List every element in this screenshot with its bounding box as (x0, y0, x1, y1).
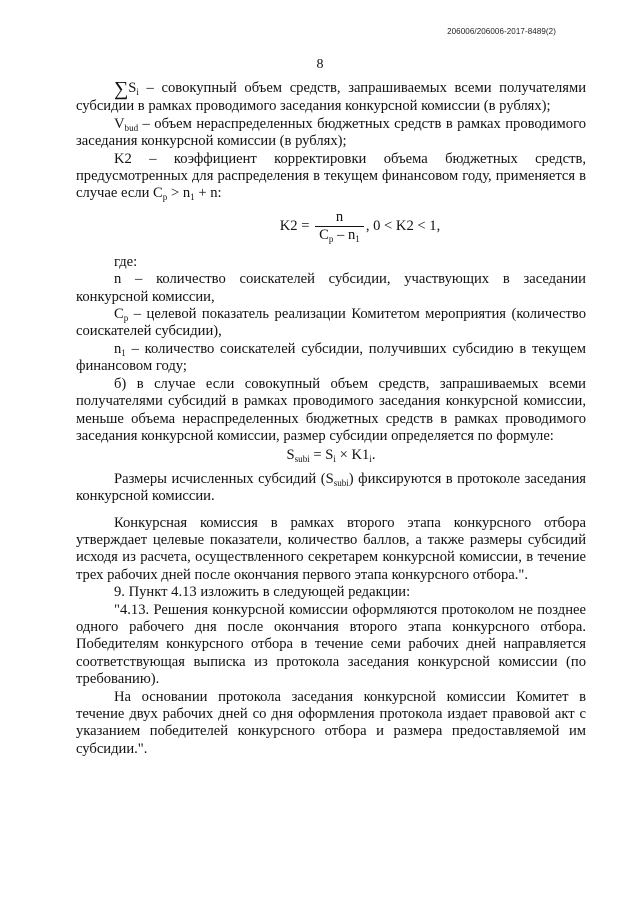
document-id: 206006/206006-2017-8489(2) (447, 27, 556, 36)
n1-definition-text: – количество соискателей субсидии, получивших субсидию в текущем финансовом году; (76, 340, 586, 375)
paragraph-where: где: (114, 253, 138, 270)
k2-text-part-3: + n: (194, 185, 222, 202)
k2-text-part-1: K2 – коэффициент корректировки объема бюджетных средств, предусмотренных для распределения в текущем финансовом году, применяется в случае если C (76, 150, 586, 202)
formula-k2-den-a-sub: p (328, 234, 334, 244)
formula-ssub-c: × K1 (335, 447, 370, 464)
paragraph-sum-definition (76, 80, 586, 116)
paragraph-n-definition: n – количество соискателей субсидии, участвующих в заседании конкурсной комиссии, (76, 271, 586, 305)
formula-k2-den-a: C (319, 226, 329, 243)
paragraph-k2-definition (76, 151, 586, 203)
sum-variable: S (128, 80, 137, 96)
document-body (76, 80, 586, 758)
k2-text-part-2: > n (167, 185, 191, 202)
paragraph-gap (76, 506, 586, 515)
formula-k2-den-b: – n (333, 226, 356, 243)
cp-definition-text: – целевой показатель реализации Комитетом мероприятия (количество соискателей субсидии), (76, 306, 586, 340)
sizes-text-part-1: Размеры исчисленных субсидий (S (114, 470, 334, 487)
paragraph-case-b: б) в случае если совокупный объем средств, запрашиваемых всеми получателями субсидий в рамках проводимого заседания конкурсной комиссии, меньше объема нераспределенных бюджетных средств в рамках проводимого заседания конкурсной комиссии, размер субсидии определяется по формуле: (76, 375, 586, 444)
k2-text-sub-1: 1 (190, 192, 195, 203)
paragraph-vbud-definition (76, 116, 586, 151)
n1-variable: n (114, 340, 122, 357)
formula-k2-den-b-sub: 1 (355, 234, 360, 244)
formula-k2-denominator (315, 227, 364, 244)
paragraph-final: На основании протокола заседания конкурсной комиссии Комитет в течение двух рабочих дней со дня оформления протокола издает правовой акт с указанием победителей конкурсного отбора и размера предоставляемой им субсидии.". (76, 688, 586, 757)
k2-text-sub-p: p (162, 192, 168, 203)
vbud-variable-subscript: bud (124, 122, 139, 133)
sizes-text-subscript: subi (333, 477, 349, 488)
formula-ssub-a-sub: subi (294, 454, 310, 465)
cp-variable: C (114, 306, 124, 323)
n1-variable-subscript: 1 (121, 348, 126, 359)
formula-k2-fraction (315, 209, 364, 244)
sizes-text-part-2: ) фиксируются в протоколе заседания конкурсной комиссии. (76, 470, 587, 505)
page-number: 8 (316, 57, 324, 72)
paragraph-cp-definition (76, 306, 586, 341)
paragraph-n1-definition (76, 341, 586, 376)
formula-ssub-a: S (286, 447, 295, 464)
paragraph-commission: Конкурсная комиссия в рамках второго этапа конкурсного отбора утверждает целевые показатели, количество баллов, а также размеры субсидий исходя из расчета, осуществленного секретарем конкурсной комиссии, в течение трех рабочих дней после окончания первого этапа конкурсного отбора.". (76, 514, 586, 583)
sum-variable-subscript: i (136, 87, 139, 98)
vbud-definition-text: – объем нераспределенных бюджетных средств в рамках проводимого заседания конкурсной комиссии (в рублях); (76, 115, 586, 150)
formula-k2 (76, 209, 586, 244)
vbud-variable: V (114, 115, 125, 132)
formula-k2-numerator: n (315, 209, 364, 227)
formula-k2-left: K2 = (279, 217, 314, 234)
formula-ssub-c-sub: i (369, 454, 372, 465)
formula-ssub-d: . (371, 447, 376, 464)
paragraph-point-9: 9. Пункт 4.13 изложить в следующей редакции: (114, 584, 411, 601)
paragraph-subsidy-sizes (76, 471, 586, 506)
paragraph-4-13: "4.13. Решения конкурсной комиссии оформляются протоколом не позднее одного рабочего дня после окончания второго этапа конкурсного отбора. Победителям конкурсного отбора в течение семи рабочих дней направляется соответствующая выписка из протокола заседания конкурсной комиссии (по требованию). (76, 601, 586, 688)
sum-symbol: ∑ (114, 78, 129, 100)
sum-definition-text: – совокупный объем средств, запрашиваемых всеми получателями субсидии в рамках проводимого заседания конкурсной комиссии (в рублях); (76, 80, 586, 115)
formula-k2-right: , 0 < K2 < 1, (365, 217, 441, 234)
formula-ssub-b: = S (309, 447, 334, 464)
formula-ssub-b-sub: i (333, 454, 336, 465)
formula-ssub (76, 447, 586, 464)
cp-variable-subscript: p (123, 313, 129, 324)
